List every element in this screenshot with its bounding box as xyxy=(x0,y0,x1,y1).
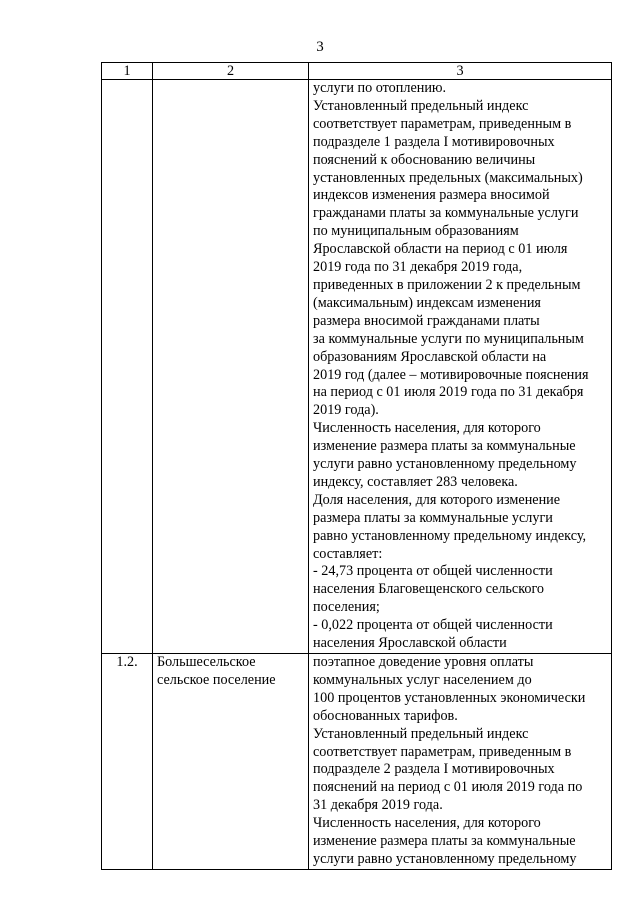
table-header-row xyxy=(102,63,612,80)
row-description: поэтапное доведение уровня оплаты коммунальных услуг населением до 100 процентов установленных экономически обоснованных тарифов. Установленный предельный индекс соответствует параметрам, приведенным в подразделе 2 раздела I мотивировочных пояснений на период с 01 июля 2019 года по 31 декабря 2019 года. Численность населения, для которого изменение размера платы за коммунальные услуги равно установленному предельному xyxy=(309,654,612,870)
row-number: 1.2. xyxy=(102,654,153,870)
table-row xyxy=(102,654,612,870)
row-description: услуги по отоплению. Установленный предельный индекс соответствует параметрам, приведенным в подразделе 1 раздела I мотивировочных пояснений к обоснованию величины установленных предельных (максимальных) индексов изменения размера вносимой гражданами платы за коммунальные услуги по муниципальным образованиям Ярославской области на период с 01 июля 2019 года по 31 декабря 2019 года, приведенных в приложении 2 к предельным (максимальным) индексам изменения размера вносимой гражданами платы за коммунальные услуги по муниципальным образованиям Ярославской области на 2019 год (далее – мотивировочные пояснения на период с 01 июля 2019 года по 31 декабря 2019 года). Численность населения, для которого изменение размера платы за коммунальные услуги равно установленному предельному индексу, составляет 283 человека. Доля населения, для которого изменение размера платы за коммунальные услуги равно установленному предельному индексу, составляет: - 24,73 процента от общей численности населения Благовещенского сельского поселения; - 0,022 процента от общей численности населения Ярославской области xyxy=(309,80,612,654)
row-number xyxy=(102,80,153,654)
column-header-1: 1 xyxy=(102,63,153,80)
document-table xyxy=(101,62,612,870)
settlement-name: Большесельское сельское поселение xyxy=(153,654,309,870)
column-header-2: 2 xyxy=(153,63,309,80)
column-header-3: 3 xyxy=(309,63,612,80)
table-row xyxy=(102,80,612,654)
settlement-name xyxy=(153,80,309,654)
page-number: 3 xyxy=(316,39,324,55)
